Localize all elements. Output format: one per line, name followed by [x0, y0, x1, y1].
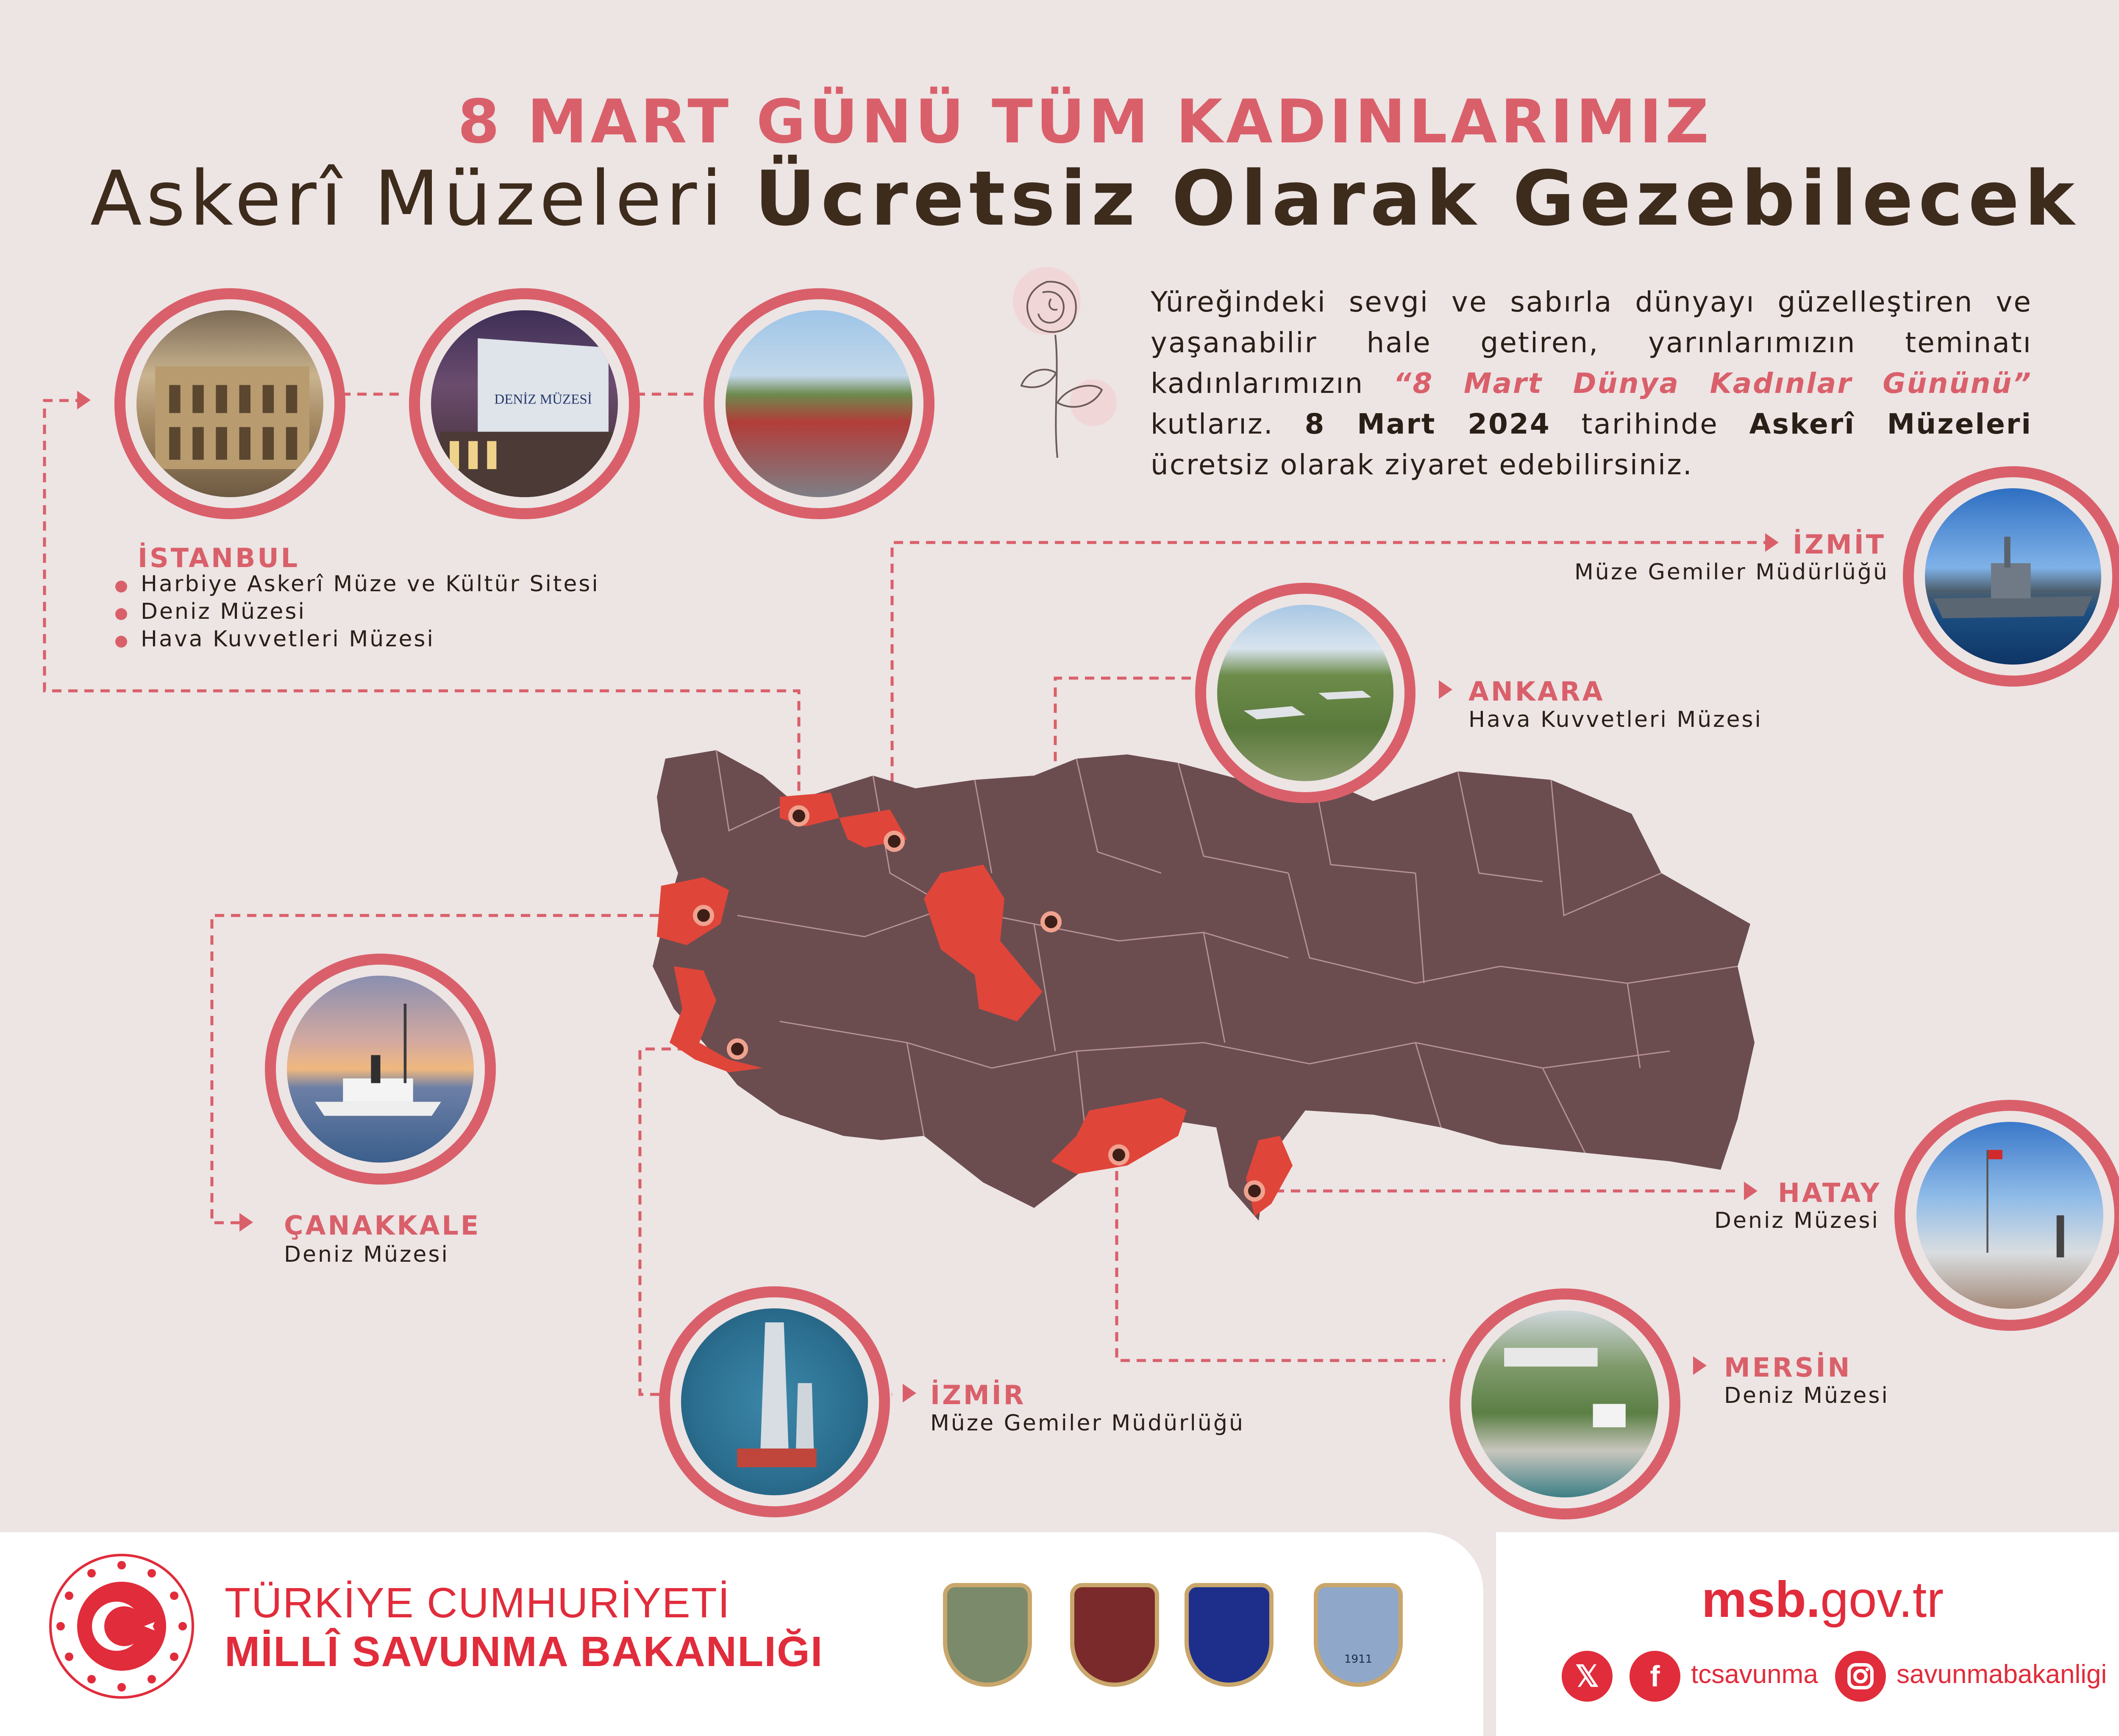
ankara-museum: Hava Kuvvetleri Müzesi: [1468, 707, 1763, 732]
istanbul-museum-1: Harbiye Askerî Müze ve Kültür Sitesi: [141, 571, 600, 597]
bullet-icon: [115, 608, 127, 620]
x-icon[interactable]: 𝕏: [1562, 1651, 1613, 1702]
city-mersin: MERSİN: [1724, 1352, 1852, 1383]
bullet-icon: [115, 636, 127, 648]
turkey-map: [653, 746, 1771, 1246]
land-forces-emblem-icon: [1070, 1583, 1159, 1687]
hatay-museum: Deniz Müzesi: [1714, 1208, 1880, 1233]
intro-text-2: kutlarız.: [1151, 408, 1305, 440]
org-name-line-1: TÜRKİYE CUMHURİYETİ: [225, 1579, 731, 1627]
intro-highlight: “8 Mart Dünya Kadınlar Gününü”: [1393, 367, 2032, 400]
msb-seal-icon: [49, 1553, 195, 1700]
website-link[interactable]: [1702, 1570, 1944, 1629]
footer-right-panel: [1496, 1532, 2119, 1736]
website-rest: gov.tr: [1820, 1571, 1944, 1628]
photo-izmit-ship: [1903, 466, 2119, 687]
intro-text-3: tarihinde: [1550, 408, 1749, 440]
social-handle-2[interactable]: savunmabakanligi: [1897, 1660, 2107, 1689]
arrow-right-icon: [239, 1213, 253, 1232]
website-bold: msb.: [1702, 1571, 1821, 1628]
arrow-right-icon: [1693, 1356, 1707, 1375]
instagram-icon[interactable]: [1835, 1651, 1886, 1702]
ship-icon: [287, 976, 474, 1163]
ship-icon: [1925, 488, 2101, 665]
arrow-right-icon: [903, 1384, 916, 1402]
city-ankara: ANKARA: [1468, 676, 1605, 707]
photo-hava-kuvvetleri-istanbul: [704, 288, 934, 519]
istanbul-museum-2: Deniz Müzesi: [141, 599, 306, 624]
city-canakkale: ÇANAKKALE: [284, 1210, 481, 1241]
intro-text-4: ücretsiz olarak ziyaret edebilirsiniz.: [1151, 448, 1693, 481]
photo-mersin-aerial: [1449, 1288, 1680, 1519]
title-regular: Askerî Müzeleri: [90, 155, 726, 242]
intro-date: 8 Mart 2024: [1304, 408, 1551, 440]
photo-hatay-monument: [1894, 1100, 2119, 1331]
intro-museums: Askerî Müzeleri: [1749, 408, 2033, 440]
intro-text-1: Yüreğindeki sevgi ve sabırla dünyayı güzelleştiren ve yaşanabilir hale getiren, yarınlarımızın teminatı kadınlarımızın: [1151, 286, 2032, 400]
title-bold: Ücretsiz Olarak Gezebilecek: [754, 155, 2080, 242]
istanbul-museum-3: Hava Kuvvetleri Müzesi: [141, 626, 435, 652]
city-hatay: HATAY: [1778, 1177, 1882, 1208]
building-icon: [136, 310, 323, 497]
facebook-icon[interactable]: f: [1630, 1651, 1680, 1702]
arrow-right-icon: [1765, 533, 1779, 552]
ship-topview-icon: [681, 1308, 868, 1495]
deniz-muzesi-sign: DENİZ MÜZESİ: [494, 392, 592, 407]
canakkale-museum: Deniz Müzesi: [284, 1242, 449, 1267]
org-name-line-2: MİLLÎ SAVUNMA BAKANLIĞI: [225, 1628, 823, 1675]
mersin-museum: Deniz Müzesi: [1724, 1383, 1889, 1408]
monument-icon: [1916, 1122, 2103, 1309]
arrow-right-icon: [1744, 1182, 1757, 1200]
photo-izmir-ship: [659, 1286, 890, 1517]
arrow-right-icon: [1439, 680, 1452, 699]
city-istanbul: İSTANBUL: [138, 542, 300, 573]
social-handle-1[interactable]: tcsavunma: [1691, 1660, 1818, 1689]
izmir-museum: Müze Gemiler Müdürlüğü: [930, 1410, 1245, 1436]
aircraft-icon: [1217, 605, 1393, 781]
photo-ankara-park: [1195, 583, 1415, 803]
photo-deniz-muzesi: [409, 288, 640, 519]
photo-harbiye-museum: [114, 288, 345, 519]
city-izmir: İZMİR: [930, 1380, 1026, 1410]
city-izmit: İZMİT: [1793, 529, 1886, 560]
bullet-icon: [115, 581, 127, 593]
title-line-1: 8 MART GÜNÜ TÜM KADINLARIMIZ: [457, 87, 1713, 157]
air-forces-year: 1911: [1344, 1653, 1373, 1666]
arrow-right-icon: [77, 391, 91, 409]
izmit-museum: Müze Gemiler Müdürlüğü: [1574, 559, 1889, 585]
general-staff-emblem-icon: [943, 1583, 1032, 1687]
air-forces-emblem-icon: [1314, 1583, 1403, 1687]
photo-canakkale-ship: [265, 954, 496, 1185]
naval-forces-emblem-icon: [1185, 1583, 1274, 1687]
